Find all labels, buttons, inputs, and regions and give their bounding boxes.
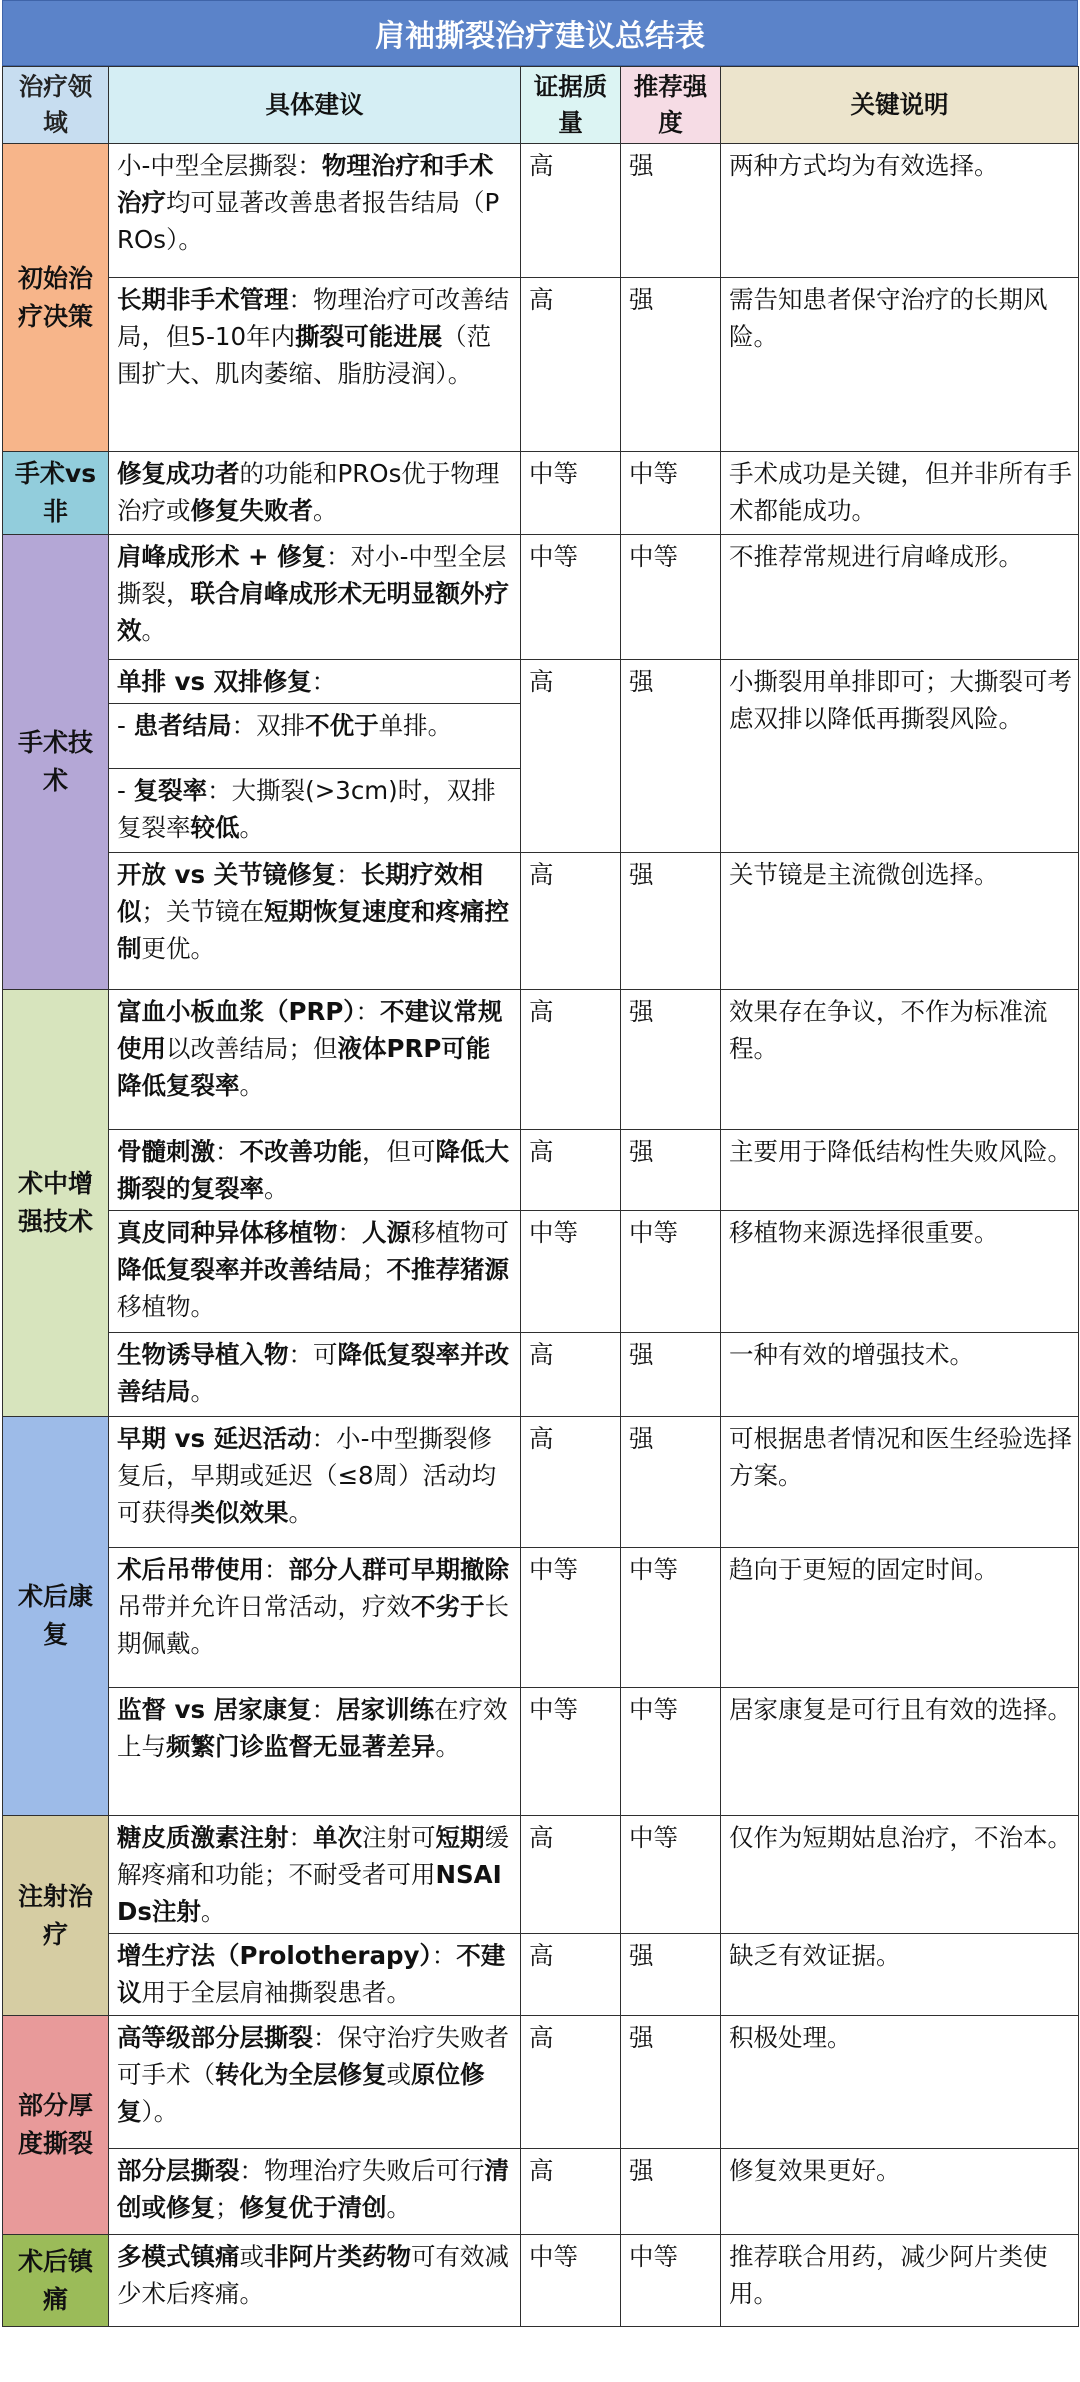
emphasis-text: 富血小板血浆（PRP） [117, 997, 356, 1026]
domain-surgical-technique: 手术技术 [3, 535, 109, 990]
emphasis-text: 多模式镇痛 [117, 2242, 240, 2271]
emphasis-text: 频繁门诊监督无显著差异 [166, 1732, 436, 1761]
evidence-cell: 高 [521, 1333, 621, 1417]
table-row [3, 1417, 1079, 1548]
evidence-cell: 高 [521, 2016, 621, 2149]
strength-cell: 中等 [621, 1548, 721, 1688]
strength-cell: 强 [621, 1333, 721, 1417]
plain-text: ：物理治疗失败后可行 [239, 2156, 485, 2185]
strength-cell: 中等 [621, 1816, 721, 1934]
evidence-cell: 高 [521, 660, 621, 853]
table-row [3, 660, 1079, 704]
table-row [3, 535, 1079, 660]
header-note: 关键说明 [721, 67, 1079, 144]
plain-text: - [117, 711, 134, 740]
plain-text: 在疗效上与 [117, 1695, 508, 1761]
emphasis-text: 骨髓刺激 [117, 1137, 215, 1166]
plain-text: 缓解疼痛和功能；不耐受者可用 [117, 1823, 509, 1889]
strength-cell: 强 [621, 853, 721, 990]
plain-text: 移植物可 [411, 1218, 509, 1247]
strength-cell: 中等 [621, 535, 721, 660]
header-strength: 推荐强度 [621, 67, 721, 144]
evidence-cell: 中等 [521, 2235, 621, 2327]
plain-text: ： [288, 1823, 313, 1852]
emphasis-text: 生物诱导植入物 [117, 1340, 289, 1369]
plain-text: - [117, 776, 134, 805]
evidence-cell: 高 [521, 1417, 621, 1548]
plain-text: ： [264, 1555, 289, 1584]
recommendation-cell [109, 2016, 521, 2149]
emphasis-text: 增生疗法（Prolotherapy） [117, 1941, 432, 1970]
emphasis-text: 长期非手术管理 [117, 285, 289, 314]
emphasis-text: 单次 [313, 1823, 362, 1852]
note-cell: 缺乏有效证据。 [721, 1934, 1079, 2016]
plain-text: ： [215, 1137, 240, 1166]
note-cell: 仅作为短期姑息治疗，不治本。 [721, 1816, 1079, 1934]
evidence-cell: 高 [521, 2149, 621, 2235]
emphasis-text: 液体PRP可能降低复裂率 [117, 1034, 491, 1100]
domain-postop-rehab: 术后康复 [3, 1417, 109, 1816]
recommendation-cell [109, 1934, 521, 2016]
table-row [3, 990, 1079, 1130]
plain-text: ，但可 [362, 1137, 436, 1166]
emphasis-text: 降低复裂率并改善结局 [117, 1255, 362, 1284]
plain-text: 均可显著改善患者报告结局（PROs）。 [117, 188, 500, 254]
recommendation-cell [109, 769, 521, 853]
plain-text: 或 [239, 2242, 264, 2271]
note-cell: 趋向于更短的固定时间。 [721, 1548, 1079, 1688]
emphasis-text: 降低复裂率并改善结局 [117, 1340, 509, 1406]
strength-cell: 中等 [621, 2235, 721, 2327]
plain-text: 以改善结局；但 [166, 1034, 338, 1063]
evidence-cell: 中等 [521, 1211, 621, 1333]
strength-cell: 强 [621, 1130, 721, 1211]
table-row [3, 1130, 1079, 1211]
recommendation-cell [109, 1211, 521, 1333]
emphasis-text: 不建议 [117, 1941, 506, 2007]
table-row [3, 2149, 1079, 2235]
plain-text: ：物理治疗可改善结局，但5-10年内 [117, 285, 509, 351]
header-row [3, 67, 1079, 144]
plain-text: ； [215, 2193, 240, 2222]
plain-text: ：大撕裂(>3cm)时，双排复裂率 [117, 776, 496, 842]
recommendation-cell [109, 853, 521, 990]
emphasis-text: 开放 vs 关节镜修复 [117, 860, 337, 889]
table-row [3, 1934, 1079, 2016]
plain-text: 移植物。 [117, 1292, 215, 1321]
emphasis-text: 单排 vs 双排修复 [117, 667, 312, 696]
emphasis-text: 术后吊带使用 [117, 1555, 264, 1584]
note-cell: 手术成功是关键，但并非所有手术都能成功。 [721, 452, 1079, 535]
evidence-cell: 高 [521, 853, 621, 990]
evidence-cell: 中等 [521, 452, 621, 535]
emphasis-text: 真皮同种异体移植物 [117, 1218, 338, 1247]
note-cell: 需告知患者保守治疗的长期风险。 [721, 278, 1079, 452]
recommendation-cell [109, 452, 521, 535]
recommendation-cell [109, 1417, 521, 1548]
plain-text: ；关节镜在 [141, 897, 264, 926]
plain-text: 。 [288, 1498, 313, 1527]
plain-text: 。 [239, 813, 264, 842]
table-row [3, 144, 1079, 278]
domain-intraop-augmentation: 术中增强技术 [3, 990, 109, 1417]
strength-cell: 强 [621, 1934, 721, 2016]
emphasis-text: 撕裂可能进展 [295, 322, 443, 351]
emphasis-text: 部分层撕裂 [117, 2156, 240, 2185]
emphasis-text: 部分人群可早期撤除 [288, 1555, 509, 1584]
plain-text: ： [337, 1218, 362, 1247]
plain-text: ：双排 [231, 711, 306, 740]
strength-cell: 强 [621, 990, 721, 1130]
recommendation-cell [109, 1688, 521, 1816]
strength-cell: 中等 [621, 452, 721, 535]
table-row [3, 278, 1079, 452]
evidence-cell: 高 [521, 278, 621, 452]
recommendation-cell [109, 1333, 521, 1417]
emphasis-text: 物理治疗和手术治疗 [117, 151, 494, 217]
emphasis-text: 清创或修复 [117, 2156, 509, 2222]
strength-cell: 强 [621, 144, 721, 278]
evidence-cell: 高 [521, 1816, 621, 1934]
emphasis-text: 非阿片类药物 [264, 2242, 411, 2271]
note-cell: 关节镜是主流微创选择。 [721, 853, 1079, 990]
recommendation-cell [109, 660, 521, 704]
table-row [3, 1548, 1079, 1688]
plain-text: 吊带并允许日常活动，疗效 [117, 1592, 411, 1621]
note-cell: 修复效果更好。 [721, 2149, 1079, 2235]
note-cell: 两种方式均为有效选择。 [721, 144, 1079, 278]
recommendation-cell [109, 535, 521, 660]
emphasis-text: 原位修复 [117, 2060, 485, 2126]
emphasis-text: 修复失败者 [190, 496, 313, 525]
emphasis-text: 修复优于清创 [239, 2193, 387, 2222]
evidence-cell: 高 [521, 144, 621, 278]
emphasis-text: 早期 vs 延迟活动 [117, 1424, 312, 1453]
emphasis-text: NSAIDs注射 [117, 1860, 502, 1926]
header-recommendation: 具体建议 [109, 67, 521, 144]
strength-cell: 中等 [621, 1688, 721, 1816]
plain-text: ：保守治疗失败者可手术（ [117, 2023, 509, 2089]
emphasis-text: 短期恢复速度和疼痛控制 [117, 897, 509, 963]
plain-text: ： [311, 1695, 337, 1724]
emphasis-text: 不改善功能 [239, 1137, 362, 1166]
emphasis-text: 转化为全层修复 [215, 2060, 387, 2089]
emphasis-text: 人源 [362, 1218, 411, 1247]
emphasis-text: 较低 [190, 813, 240, 842]
plain-text: 更优。 [141, 934, 215, 963]
note-cell: 一种有效的增强技术。 [721, 1333, 1079, 1417]
recommendation-cell [109, 1130, 521, 1211]
table-title: 肩袖撕裂治疗建议总结表 [2, 0, 1078, 66]
plain-text: 。 [141, 616, 166, 645]
plain-text: 注射可 [362, 1823, 436, 1852]
table-row [3, 1816, 1079, 1934]
plain-text: 单排。 [378, 711, 453, 740]
emphasis-text: 不建议常规使用 [117, 997, 503, 1063]
evidence-cell: 中等 [521, 1548, 621, 1688]
plain-text: 。 [313, 496, 338, 525]
evidence-cell: 中等 [521, 1688, 621, 1816]
plain-text: ：小-中型撕裂修复后，早期或延迟（≤8周）活动均可获得 [117, 1424, 497, 1527]
emphasis-text: 短期 [435, 1823, 485, 1852]
emphasis-text: 复裂率 [133, 776, 208, 805]
strength-cell: 强 [621, 660, 721, 853]
evidence-cell: 中等 [521, 535, 621, 660]
recommendation-cell [109, 144, 521, 278]
plain-text: 。 [239, 1071, 264, 1100]
plain-text: ； [362, 1255, 387, 1284]
recommendation-cell [109, 278, 521, 452]
strength-cell: 强 [621, 2016, 721, 2149]
emphasis-text: 高等级部分层撕裂 [117, 2023, 313, 2052]
recommendation-table [2, 66, 1079, 2327]
evidence-cell: 高 [521, 990, 621, 1130]
plain-text: 或 [386, 2060, 411, 2089]
note-cell: 主要用于降低结构性失败风险。 [721, 1130, 1079, 1211]
note-cell: 可根据患者情况和医生经验选择方案。 [721, 1417, 1079, 1548]
plain-text: （范围扩大、肌肉萎缩、脂肪浸润）。 [117, 322, 492, 388]
domain-initial-decision: 初始治疗决策 [3, 144, 109, 452]
table-row [3, 2235, 1079, 2327]
note-cell: 不推荐常规进行肩峰成形。 [721, 535, 1079, 660]
evidence-cell: 高 [521, 1934, 621, 2016]
note-cell: 小撕裂用单排即可；大撕裂可考虑双排以降低再撕裂风险。 [721, 660, 1079, 853]
strength-cell: 强 [621, 278, 721, 452]
plain-text: ： [355, 997, 381, 1026]
plain-text: 。 [190, 1377, 215, 1406]
plain-text: 。 [435, 1732, 460, 1761]
header-domain: 治疗领域 [3, 67, 109, 144]
table-row [3, 1211, 1079, 1333]
plain-text: 可有效减少术后疼痛。 [117, 2242, 509, 2308]
strength-cell: 强 [621, 2149, 721, 2235]
plain-text: 小-中型全层撕裂： [117, 151, 322, 180]
domain-injection: 注射治疗 [3, 1816, 109, 2016]
emphasis-text: 糖皮质激素注射 [117, 1823, 289, 1852]
strength-cell: 强 [621, 1417, 721, 1548]
note-cell: 居家康复是可行且有效的选择。 [721, 1688, 1079, 1816]
table-row [3, 1333, 1079, 1417]
emphasis-text: 修复成功者 [117, 459, 240, 488]
plain-text: ：可 [288, 1340, 338, 1369]
recommendation-cell [109, 1548, 521, 1688]
table-row [3, 1688, 1079, 1816]
emphasis-text: 居家训练 [336, 1695, 435, 1724]
domain-postop-analgesia: 术后镇痛 [3, 2235, 109, 2327]
recommendation-cell [109, 2235, 521, 2327]
emphasis-text: 肩峰成形术 + 修复 [117, 542, 327, 571]
note-cell: 效果存在争议，不作为标准流程。 [721, 990, 1079, 1130]
note-cell: 移植物来源选择很重要。 [721, 1211, 1079, 1333]
emphasis-text: 不劣于 [411, 1592, 485, 1621]
emphasis-text: 类似效果 [190, 1498, 289, 1527]
domain-partial-thickness: 部分厚度撕裂 [3, 2016, 109, 2235]
table-row [3, 853, 1079, 990]
plain-text: 。 [200, 1897, 226, 1926]
header-evidence: 证据质量 [521, 67, 621, 144]
table-row [3, 2016, 1079, 2149]
emphasis-text: 监督 vs 居家康复 [117, 1695, 312, 1724]
note-cell: 推荐联合用药，减少阿片类使用。 [721, 2235, 1079, 2327]
recommendation-cell [109, 2149, 521, 2235]
emphasis-text: 降低大撕裂的复裂率 [117, 1137, 509, 1203]
plain-text: ： [431, 1941, 457, 1970]
evidence-cell: 高 [521, 1130, 621, 1211]
strength-cell: 中等 [621, 1211, 721, 1333]
note-cell: 积极处理。 [721, 2016, 1079, 2149]
recommendation-cell [109, 704, 521, 769]
plain-text: 。 [264, 1174, 289, 1203]
emphasis-text: 患者结局 [133, 711, 232, 740]
plain-text: ：对小-中型全层撕裂， [117, 542, 507, 608]
plain-text: 。 [386, 2193, 411, 2222]
plain-text: ： [311, 667, 337, 696]
recommendation-cell [109, 1816, 521, 1934]
plain-text: 的功能和PROs优于物理治疗或 [117, 459, 500, 525]
plain-text: ）。 [141, 2097, 179, 2126]
emphasis-text: 不优于 [305, 711, 379, 740]
emphasis-text: 联合肩峰成形术无明显额外疗效 [117, 579, 509, 645]
emphasis-text: 长期疗效相似 [117, 860, 484, 926]
plain-text: ： [336, 860, 361, 889]
plain-text: 长期佩戴。 [117, 1592, 509, 1658]
emphasis-text: 不推荐猪源 [386, 1255, 509, 1284]
recommendation-cell [109, 990, 521, 1130]
table-row [3, 452, 1079, 535]
domain-surgery-vs-non: 手术vs非 [3, 452, 109, 535]
plain-text: 用于全层肩袖撕裂患者。 [141, 1978, 411, 2007]
